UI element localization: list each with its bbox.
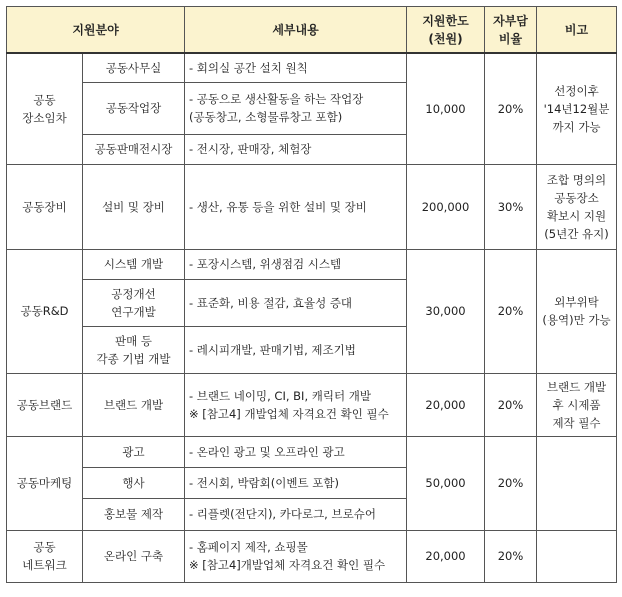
subcategory-cell: 판매 등 각종 기법 개발 — [83, 326, 185, 373]
subcategory-cell: 공동사무실 — [83, 53, 185, 82]
table-row — [7, 53, 617, 82]
limit-cell: 50,000 — [407, 436, 485, 530]
table-row — [7, 436, 617, 467]
category-cell: 공동브랜드 — [7, 373, 83, 436]
table-row — [7, 530, 617, 582]
limit-cell: 20,000 — [407, 530, 485, 582]
ratio-cell: 20% — [485, 436, 537, 530]
header-area: 지원분야 — [7, 7, 185, 54]
header-note: 비고 — [537, 7, 617, 54]
category-cell: 공동 네트워크 — [7, 530, 83, 582]
category-cell: 공동장비 — [7, 164, 83, 249]
detail-cell: - 홈페이지 제작, 쇼핑몰 ※ [참고4]개발업체 자격요건 확인 필수 — [185, 530, 407, 582]
support-table — [6, 6, 617, 583]
detail-cell: - 레시피개발, 판매기법, 제조기법 — [185, 326, 407, 373]
subcategory-cell: 홍보물 제작 — [83, 498, 185, 530]
subcategory-cell: 설비 및 장비 — [83, 164, 185, 249]
ratio-cell: 20% — [485, 249, 537, 373]
subcategory-cell: 공정개선 연구개발 — [83, 279, 185, 326]
limit-cell: 30,000 — [407, 249, 485, 373]
detail-cell: - 전시장, 판매장, 체험장 — [185, 134, 407, 164]
detail-cell: - 공동으로 생산활동을 하는 작업장 (공동창고, 소형물류창고 포함) — [185, 82, 407, 134]
header-limit: 지원한도 (천원) — [407, 7, 485, 54]
limit-cell: 10,000 — [407, 53, 485, 164]
note-cell — [537, 530, 617, 582]
detail-cell: - 생산, 유통 등을 위한 설비 및 장비 — [185, 164, 407, 249]
detail-cell: - 리플렛(전단지), 카다로그, 브로슈어 — [185, 498, 407, 530]
note-cell: 선정이후 '14년12월분 까지 가능 — [537, 53, 617, 164]
limit-cell: 200,000 — [407, 164, 485, 249]
ratio-cell: 20% — [485, 530, 537, 582]
detail-cell: - 포장시스템, 위생점검 시스템 — [185, 249, 407, 279]
note-cell: 브랜드 개발 후 시제품 제작 필수 — [537, 373, 617, 436]
table-row — [7, 373, 617, 436]
ratio-cell: 20% — [485, 53, 537, 164]
detail-cell: - 표준화, 비용 절감, 효율성 증대 — [185, 279, 407, 326]
limit-cell: 20,000 — [407, 373, 485, 436]
subcategory-cell: 공동작업장 — [83, 82, 185, 134]
table-row — [7, 249, 617, 279]
note-cell: 외부위탁 (용역)만 가능 — [537, 249, 617, 373]
detail-cell: - 온라인 광고 및 오프라인 광고 — [185, 436, 407, 467]
header-ratio: 자부담 비율 — [485, 7, 537, 54]
detail-cell: - 전시회, 박람회(이벤트 포함) — [185, 467, 407, 498]
ratio-cell: 20% — [485, 373, 537, 436]
header-detail: 세부내용 — [185, 7, 407, 54]
subcategory-cell: 온라인 구축 — [83, 530, 185, 582]
category-cell: 공동R&D — [7, 249, 83, 373]
subcategory-cell: 공동판매전시장 — [83, 134, 185, 164]
detail-cell: - 회의실 공간 설치 원칙 — [185, 53, 407, 82]
subcategory-cell: 브랜드 개발 — [83, 373, 185, 436]
table-row — [7, 164, 617, 249]
detail-cell: - 브랜드 네이밍, CI, BI, 캐릭터 개발 ※ [참고4] 개발업체 자격요건 확인 필수 — [185, 373, 407, 436]
subcategory-cell: 시스템 개발 — [83, 249, 185, 279]
subcategory-cell: 광고 — [83, 436, 185, 467]
note-cell — [537, 436, 617, 530]
category-cell: 공동 장소임차 — [7, 53, 83, 164]
note-cell: 조합 명의의 공동장소 확보시 지원 (5년간 유지) — [537, 164, 617, 249]
subcategory-cell: 행사 — [83, 467, 185, 498]
category-cell: 공동마케팅 — [7, 436, 83, 530]
ratio-cell: 30% — [485, 164, 537, 249]
header-row — [7, 7, 617, 54]
